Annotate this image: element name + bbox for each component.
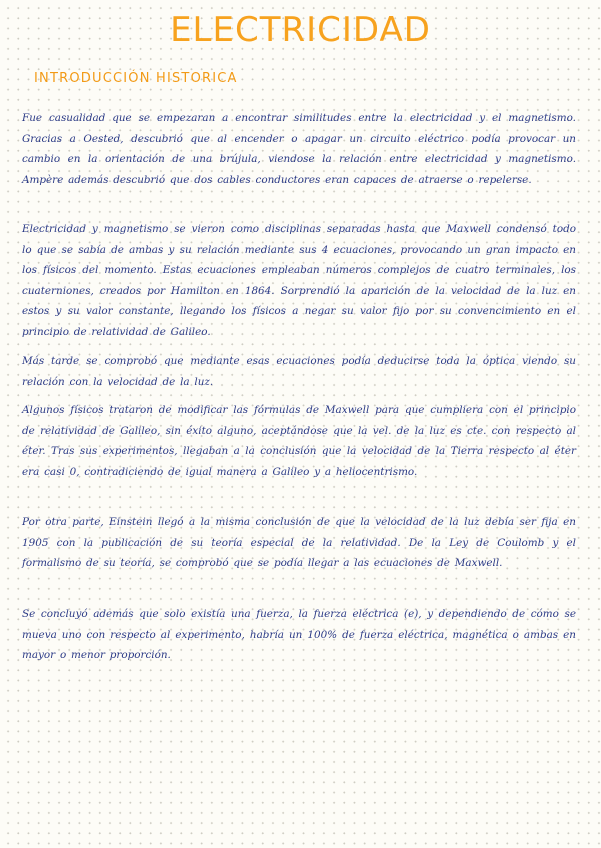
page-title: ELECTRICIDAD	[170, 10, 431, 50]
paragraph-maxwell: Electricidad y magnetismo se vieron como disciplinas separadas hasta que Maxwell condensó todo lo que se sabía de ambas y su relación mediante sus 4 ecuaciones, provocando un gran impacto en los físicos del momento. Estas ecuaciones empleaban números complejos de cuatro terminales, los cuaterniones, creados por Hamilton en 1864. Sorprendió la aparición de la velocidad de la luz en estos y su valor constante, llegando los físicos a negar su valor fijo por su convencimiento en el principio de relatividad de Galileo.	[22, 223, 576, 338]
section-heading: INTRODUCCIÓN HISTORICA	[34, 71, 238, 86]
paragraph-einstein: Por otra parte, Einstein llegó a la misma conclusión de que la velocidad de la luz debía ser fija en 1905 con la publicación de su teoría especial de la relatividad. De la Ley de Coulomb y el formalismo de su teoría, se comprobó que se podía llegar a las ecuaciones de Maxwell.	[22, 516, 576, 570]
paragraph-conclusion: Se concluyó además que solo existía una fuerza, la fuerza eléctrica (e), y dependiendo de cómo se mueva uno con respecto al experimento, habría un 100% de fuerza eléctrica, magnética o ambas en mayor o menor proporción.	[22, 608, 576, 662]
paragraph-ether: Algunos físicos trataron de modificar las fórmulas de Maxwell para que cumpliera con el principio de relatividad de Galileo, sin éxito alguno, aceptándose que la vel. de la luz es cte. con respecto al éter. Tras sus experimentos, llegaban a la conclusión que la velocidad de la Tierra respecto al éter era casi 0, contradiciendo de igual manera a Galileo y a heliocentrismo.	[22, 404, 576, 478]
paragraph-optics: Más tarde se comprobó que mediante esas ecuaciones podía deducirse toda la óptica viendo su relación con la velocidad de la luz.	[22, 355, 576, 388]
paragraph-oersted-ampere: Fue casualidad que se empezaran a encontrar similitudes entre la electricidad y el magnetismo. Gracias a Oested, descubrió que al encender o apagar un circuito eléctrico podía provocar un cambio en la orientación de una brújula, viendose la relación entre electricidad y magnetismo. Ampère además descubrió que dos cables conductores eran capaces de atraerse o repelerse.	[22, 112, 576, 186]
